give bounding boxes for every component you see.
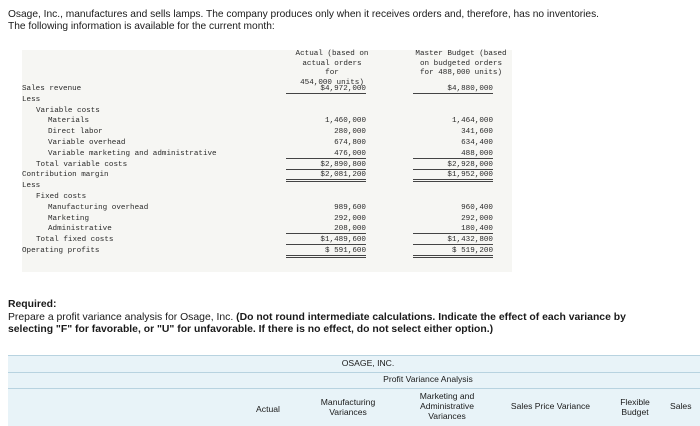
statement-row-label: Sales revenue <box>22 85 82 93</box>
statement-row <box>22 215 512 226</box>
statement-budget-value: $4,880,000 <box>413 85 493 94</box>
statement-actual-value: 208,000 <box>286 225 366 234</box>
statement-budget-value: 1,464,000 <box>451 117 493 126</box>
required-heading: Required: <box>8 299 57 310</box>
statement-row <box>22 139 512 150</box>
table-company-name: OSAGE, INC. <box>341 358 395 368</box>
statement-budget-value: $ 519,200 <box>413 247 493 258</box>
statement-row <box>22 193 512 204</box>
statement-budget-value: $1,432,800 <box>413 236 493 245</box>
statement-row-label: Materials <box>48 117 90 126</box>
statement-row-label: Operating profits <box>22 247 100 255</box>
statement-row <box>22 161 512 172</box>
statement-row-label: Marketing <box>48 214 90 223</box>
statement-row <box>22 128 512 139</box>
statement-row <box>22 171 512 182</box>
statement-budget-value: 960,400 <box>461 203 493 212</box>
statement-row <box>22 107 512 118</box>
col-header-flexible-budget: Flexible Budget <box>620 397 650 417</box>
statement-actual-value: $2,081,200 <box>286 171 366 182</box>
statement-actual-value: 292,000 <box>334 214 366 223</box>
statement-row-label: Fixed costs <box>36 193 87 201</box>
statement-row <box>22 236 512 247</box>
statement-actual-value: 280,000 <box>334 128 366 137</box>
required-section <box>8 299 698 337</box>
statement-row <box>22 96 512 107</box>
col-header-manufacturing-variances: Manufacturing Variances <box>320 397 376 417</box>
statement-row-label: Total variable costs <box>36 160 128 169</box>
statement-row-label: Contribution margin <box>22 171 109 180</box>
actual-column-header: Actual (based on actual orders for 454,000 units) <box>295 50 369 87</box>
col-header-sales-price-variance: Sales Price Variance <box>510 401 591 411</box>
statement-row-label: Manufacturing overhead <box>48 203 149 212</box>
intro-line-1: Osage, Inc., manufactures and sells lamps. The company produces only when it receives orders and, therefore, has no inventories. <box>8 9 599 20</box>
required-line-2: selecting "F" for favorable, or "U" for unfavorable. If there is no effect, do not select either option.) <box>8 324 494 335</box>
col-header-actual: Actual <box>256 404 280 414</box>
statement-budget-value: $2,928,000 <box>413 161 493 170</box>
variance-analysis-table <box>8 355 700 426</box>
statement-row <box>22 204 512 215</box>
statement-row-label: Variable marketing and administrative <box>48 149 217 158</box>
statement-row-label: Total fixed costs <box>36 236 114 245</box>
col-header-sales-activity-cut: Sales <box>670 401 692 411</box>
statement-row-label: Variable costs <box>36 106 100 115</box>
statement-budget-value: 180,400 <box>413 225 493 234</box>
problem-intro <box>8 9 698 33</box>
statement-actual-value: 476,000 <box>286 150 366 159</box>
statement-actual-value: 989,600 <box>334 203 366 212</box>
statement-row <box>22 182 512 193</box>
statement-actual-value: $4,972,000 <box>286 85 366 94</box>
income-statement-image <box>22 50 512 272</box>
statement-budget-value: 292,000 <box>461 214 493 223</box>
table-title: Profit Variance Analysis <box>383 374 473 384</box>
statement-row-label: Administrative <box>48 225 112 234</box>
statement-actual-value: $2,890,800 <box>286 161 366 170</box>
statement-actual-value: $ 591,600 <box>286 247 366 258</box>
statement-row <box>22 225 512 236</box>
statement-budget-value: 634,400 <box>461 139 493 147</box>
intro-line-2: The following information is available for the current month: <box>8 21 275 32</box>
statement-row <box>22 247 512 258</box>
statement-row <box>22 85 512 96</box>
statement-actual-value: $1,489,600 <box>286 236 366 245</box>
statement-row <box>22 117 512 128</box>
statement-actual-value: 674,800 <box>334 139 366 147</box>
required-line-1: Prepare a profit variance analysis for Osage, Inc. (Do not round intermediate calculations. Indicate the effect of each variance by <box>8 311 626 323</box>
statement-row <box>22 150 512 161</box>
budget-column-header: Master Budget (based on budgeted orders for 488,000 units) <box>415 50 507 77</box>
statement-actual-value: 1,460,000 <box>324 117 366 126</box>
statement-row-label: Direct labor <box>48 128 103 137</box>
statement-row-label: Less <box>22 95 41 104</box>
col-header-marketing-admin-variances: Marketing and Administrative Variances <box>419 391 475 421</box>
statement-row-label: Variable overhead <box>48 139 126 147</box>
statement-budget-value: 488,000 <box>413 150 493 159</box>
statement-budget-value: 341,600 <box>461 128 493 137</box>
statement-budget-value: $1,952,000 <box>413 171 493 182</box>
statement-row-label: Less <box>22 182 41 191</box>
